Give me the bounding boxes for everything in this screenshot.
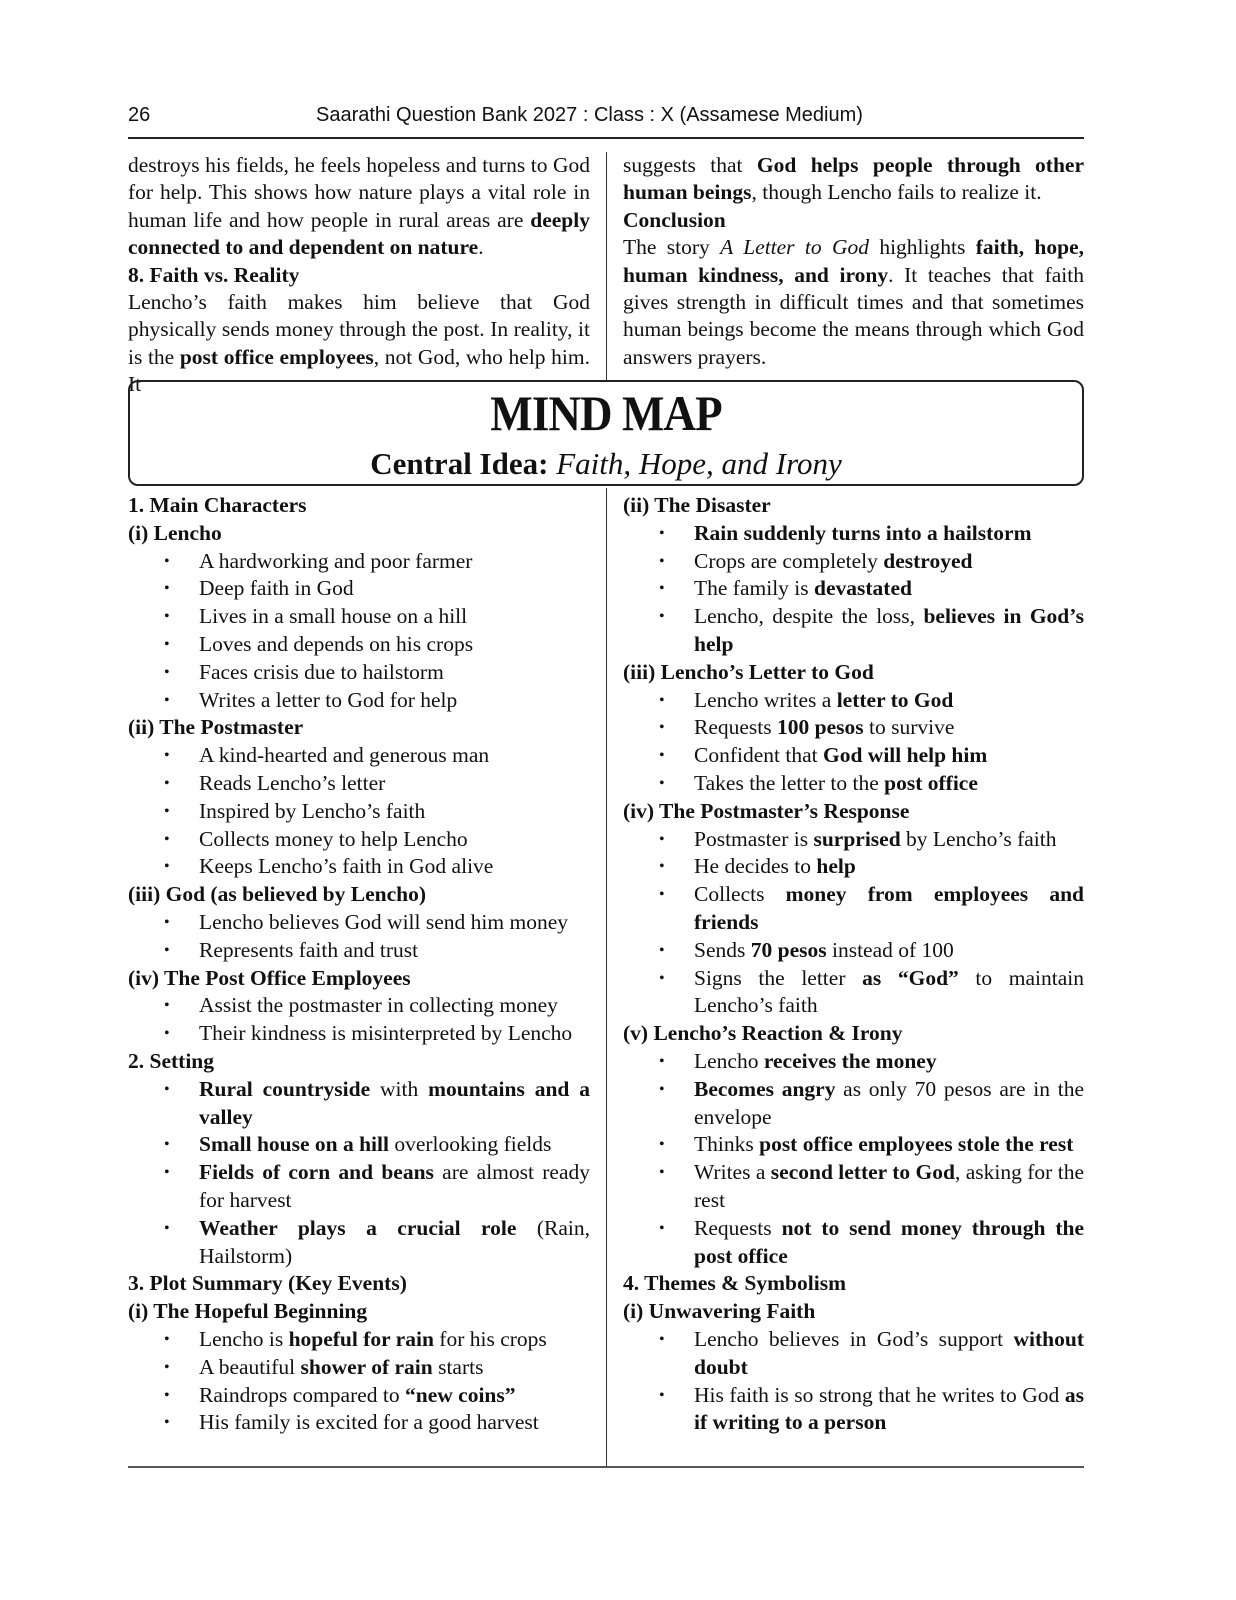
list-item bbox=[128, 603, 590, 631]
text-run: A beautiful bbox=[199, 1354, 301, 1379]
text-run: are almost ready for harvest bbox=[199, 1160, 590, 1212]
bullet-icon: • bbox=[164, 580, 170, 598]
bullet-icon: • bbox=[659, 719, 665, 737]
bold-text: God helps people through other human beings bbox=[623, 153, 1084, 205]
bullet-icon: • bbox=[164, 774, 170, 792]
mind-map-column-divider bbox=[606, 488, 607, 1466]
bullet-icon: • bbox=[164, 691, 170, 709]
text-run: starts bbox=[432, 1354, 484, 1379]
bullet-icon: • bbox=[659, 774, 665, 792]
bullet-icon: • bbox=[659, 580, 665, 598]
bold-text: not to send money through the post office bbox=[694, 1215, 1085, 1268]
text-run: Writes a letter to God for help bbox=[199, 687, 458, 712]
list-item bbox=[623, 548, 1084, 576]
text-run: Keeps Lencho’s faith in God alive bbox=[199, 854, 494, 879]
bullet-icon: • bbox=[164, 1136, 170, 1154]
text-run: to maintain Lencho’s faith bbox=[694, 965, 1084, 1018]
bold-text: Fields of corn and beans bbox=[199, 1160, 434, 1185]
bold-text: without doubt bbox=[694, 1326, 1084, 1379]
list-item bbox=[128, 659, 590, 687]
mind-map-title-box bbox=[128, 380, 1084, 486]
text-run: Lencho writes a bbox=[694, 687, 837, 712]
list-item bbox=[623, 1048, 1084, 1076]
text-run: Lencho, despite the loss, bbox=[694, 604, 924, 629]
bold-text: post office bbox=[884, 770, 978, 795]
subsection-heading: (i) Lencho bbox=[128, 520, 222, 545]
subsection-heading: (iii) God (as believed by Lencho) bbox=[128, 882, 427, 907]
list-item bbox=[128, 937, 590, 965]
section-heading: 2. Setting bbox=[128, 1048, 214, 1073]
text-run: A hardworking and poor farmer bbox=[199, 548, 473, 573]
bullet-list bbox=[128, 1326, 590, 1437]
text-run: Writes a bbox=[694, 1160, 771, 1185]
list-item bbox=[128, 853, 590, 881]
section-heading: 1. Main Characters bbox=[128, 493, 307, 517]
bullet-list bbox=[623, 826, 1084, 1021]
section-heading: 4. Themes & Symbolism bbox=[623, 1271, 846, 1296]
bullet-list bbox=[128, 548, 590, 715]
text-run: Thinks bbox=[694, 1132, 760, 1157]
text-run: . bbox=[478, 235, 484, 260]
bullet-icon: • bbox=[164, 1080, 170, 1098]
bullet-list bbox=[128, 992, 590, 1048]
bullet-icon: • bbox=[659, 858, 665, 876]
bullet-icon: • bbox=[659, 1080, 665, 1098]
bold-text: 70 pesos bbox=[750, 937, 827, 962]
text-run: Represents faith and trust bbox=[199, 937, 419, 962]
text-run: His faith is so strong that he writes to God bbox=[694, 1382, 1065, 1407]
bullet-icon: • bbox=[659, 941, 665, 959]
central-idea bbox=[130, 445, 1082, 483]
bold-text: destroyed bbox=[883, 548, 973, 573]
subsection-heading: (iv) The Postmaster’s Response bbox=[623, 798, 910, 823]
text-run: Lives in a small house on a hill bbox=[199, 604, 468, 629]
bold-text: money from employees and friends bbox=[694, 882, 1084, 934]
text-run: Confident that bbox=[694, 743, 823, 768]
text-run: Lencho believes in God’s support bbox=[694, 1326, 1014, 1351]
bullet-icon: • bbox=[659, 747, 665, 765]
text-run: Collects money to help Lencho bbox=[199, 826, 468, 851]
text-run: highlights bbox=[868, 235, 976, 260]
text-run: Lencho is bbox=[199, 1326, 289, 1351]
bold-text: devastated bbox=[814, 576, 912, 601]
bullet-icon: • bbox=[164, 1219, 170, 1237]
bullet-list bbox=[128, 909, 590, 965]
mind-map-title: MIND MAP bbox=[490, 385, 722, 441]
list-item bbox=[128, 1382, 590, 1410]
list-item bbox=[128, 687, 590, 715]
text-run: A kind-hearted and generous man bbox=[199, 743, 490, 768]
text-run: Requests bbox=[694, 715, 778, 740]
bullet-icon: • bbox=[164, 830, 170, 848]
list-item bbox=[128, 575, 590, 603]
text-run: Lencho believes God will send him money bbox=[199, 909, 569, 934]
book-title: Saarathi Question Bank 2027 : Class : X (Assamese Medium) bbox=[316, 104, 863, 126]
bullet-icon: • bbox=[659, 691, 665, 709]
bold-text: “new coins” bbox=[405, 1382, 516, 1407]
bullet-list bbox=[623, 1326, 1084, 1437]
subsection-heading: (iv) The Post Office Employees bbox=[128, 965, 411, 990]
text-run: for his crops bbox=[433, 1326, 547, 1351]
section-heading: Conclusion bbox=[623, 207, 726, 232]
text-run: The family is bbox=[694, 576, 815, 601]
text-run: Raindrops compared to bbox=[199, 1382, 405, 1407]
text-run: , asking for the rest bbox=[694, 1160, 1084, 1212]
bullet-list bbox=[128, 742, 590, 881]
list-item bbox=[623, 1076, 1084, 1132]
subsection-heading: (v) Lencho’s Reaction & Irony bbox=[623, 1021, 903, 1046]
bullet-list bbox=[623, 1048, 1084, 1270]
text-run: instead of 100 bbox=[826, 937, 954, 962]
text-run: Inspired by Lencho’s faith bbox=[199, 798, 426, 823]
bold-text: as if writing to a person bbox=[694, 1382, 1084, 1435]
text-run: to survive bbox=[863, 715, 955, 740]
list-item bbox=[623, 937, 1084, 965]
text-run: Sends bbox=[694, 937, 751, 962]
text-run: Deep faith in God bbox=[199, 576, 354, 601]
list-item bbox=[623, 575, 1084, 603]
subsection-heading: (ii) The Postmaster bbox=[128, 715, 304, 740]
list-item bbox=[623, 520, 1084, 548]
footer-divider bbox=[128, 1466, 1084, 1468]
bullet-icon: • bbox=[164, 1386, 170, 1404]
list-item bbox=[128, 992, 590, 1020]
bullet-icon: • bbox=[659, 524, 665, 542]
bold-text: as “God” bbox=[862, 965, 959, 990]
header-divider bbox=[128, 137, 1084, 139]
list-item bbox=[128, 1020, 590, 1048]
text-run: Postmaster is bbox=[694, 826, 814, 851]
italic-text: A Letter to God bbox=[720, 235, 869, 260]
bold-text: God will help him bbox=[822, 743, 988, 768]
list-item bbox=[623, 1215, 1084, 1271]
bullet-icon: • bbox=[659, 1136, 665, 1154]
bold-text: receives the money bbox=[763, 1048, 937, 1073]
list-item bbox=[623, 881, 1084, 937]
paragraph bbox=[128, 152, 590, 262]
bullet-icon: • bbox=[659, 1386, 665, 1404]
bold-text: Rain suddenly turns into a hailstorm bbox=[694, 520, 1032, 545]
section-heading: 3. Plot Summary (Key Events) bbox=[128, 1271, 407, 1296]
text-run: Reads Lencho’s letter bbox=[199, 770, 386, 795]
list-item bbox=[128, 1354, 590, 1382]
bullet-icon: • bbox=[164, 802, 170, 820]
text-run: destroys his fields, he feels hopeless and turns to God for help. This shows how nature plays a vital role in human life and how people in rural areas are bbox=[128, 153, 590, 232]
bold-text: Becomes angry bbox=[694, 1076, 836, 1101]
paragraph bbox=[623, 234, 1084, 371]
bullet-icon: • bbox=[164, 663, 170, 681]
list-item bbox=[128, 1131, 590, 1159]
bullet-list bbox=[623, 520, 1084, 659]
bold-text: post office employees stole the rest bbox=[759, 1132, 1074, 1157]
text-run: with bbox=[370, 1076, 429, 1101]
bold-text: shower of rain bbox=[300, 1354, 433, 1379]
list-item bbox=[623, 714, 1084, 742]
bullet-icon: • bbox=[164, 608, 170, 626]
list-item bbox=[623, 742, 1084, 770]
text-run: Collects bbox=[694, 882, 786, 907]
bullet-icon: • bbox=[659, 608, 665, 626]
bullet-icon: • bbox=[659, 969, 665, 987]
text-run: Their kindness is misinterpreted by Lencho bbox=[199, 1021, 573, 1046]
subsection-heading: (iii) Lencho’s Letter to God bbox=[623, 659, 874, 684]
text-run: . It teaches that faith gives strength in difficult times and that sometimes human beings become the means through which God answers prayers. bbox=[623, 262, 1084, 369]
top-left-column bbox=[128, 152, 590, 399]
bold-text: Rural countryside bbox=[199, 1076, 371, 1101]
bullet-icon: • bbox=[164, 1330, 170, 1348]
bullet-icon: • bbox=[164, 1358, 170, 1376]
text-run: Loves and depends on his crops bbox=[199, 631, 474, 656]
bullet-icon: • bbox=[164, 913, 170, 931]
list-item bbox=[128, 770, 590, 798]
section-heading: 8. Faith vs. Reality bbox=[128, 262, 300, 287]
list-item bbox=[623, 770, 1084, 798]
list-item bbox=[128, 1215, 590, 1271]
text-run: Assist the postmaster in collecting money bbox=[199, 993, 558, 1018]
mind-map-left-column bbox=[128, 492, 590, 1437]
central-idea-label: Central Idea: bbox=[370, 446, 549, 481]
bullet-icon: • bbox=[164, 747, 170, 765]
text-run: Requests bbox=[694, 1215, 782, 1240]
bullet-icon: • bbox=[164, 941, 170, 959]
list-item bbox=[623, 1159, 1084, 1215]
bold-text: post office employees bbox=[179, 344, 374, 369]
list-item bbox=[623, 603, 1084, 659]
text-run: (Rain, Hailstorm) bbox=[199, 1215, 590, 1268]
list-item bbox=[128, 798, 590, 826]
text-run: by Lencho’s faith bbox=[900, 826, 1057, 851]
bullet-icon: • bbox=[659, 830, 665, 848]
list-item bbox=[128, 1326, 590, 1354]
text-run: His family is excited for a good harvest bbox=[199, 1410, 539, 1435]
text-run: Takes the letter to the bbox=[694, 770, 885, 795]
text-run: , though Lencho fails to realize it. bbox=[751, 180, 1042, 205]
bullet-icon: • bbox=[164, 552, 170, 570]
bold-text: Small house on a hill bbox=[199, 1132, 389, 1157]
subsection-heading: (i) Unwavering Faith bbox=[623, 1299, 816, 1324]
page-header bbox=[128, 104, 1084, 136]
list-item bbox=[128, 631, 590, 659]
bullet-icon: • bbox=[659, 886, 665, 904]
bullet-icon: • bbox=[164, 1025, 170, 1043]
top-right-column bbox=[623, 152, 1084, 371]
bullet-icon: • bbox=[659, 1164, 665, 1182]
bullet-icon: • bbox=[164, 1414, 170, 1432]
text-run: He decides to bbox=[694, 854, 817, 879]
bullet-list bbox=[128, 1076, 590, 1271]
list-item bbox=[623, 965, 1084, 1021]
text-run: Lencho’s faith makes him believe that God physically sends money through the post. In reality, it is the bbox=[128, 290, 590, 369]
text-run: Crops are completely bbox=[694, 548, 884, 573]
bullet-icon: • bbox=[659, 552, 665, 570]
bold-text: Weather plays a crucial role bbox=[199, 1215, 517, 1240]
paragraph bbox=[623, 152, 1084, 207]
bold-text: help bbox=[816, 854, 856, 879]
page-number: 26 bbox=[128, 104, 151, 126]
list-item bbox=[623, 1382, 1084, 1438]
bullet-icon: • bbox=[164, 858, 170, 876]
list-item bbox=[128, 826, 590, 854]
list-item bbox=[623, 853, 1084, 881]
central-idea-text: Faith, Hope, and Irony bbox=[556, 446, 842, 481]
text-run: The story bbox=[623, 235, 721, 260]
list-item bbox=[623, 826, 1084, 854]
bullet-icon: • bbox=[164, 635, 170, 653]
text-run: Faces crisis due to hailstorm bbox=[199, 659, 444, 684]
bold-text: hopeful for rain bbox=[288, 1326, 434, 1351]
text-run: , not God, who help him. It bbox=[128, 344, 590, 397]
bold-text: surprised bbox=[813, 826, 901, 851]
text-run: Lencho bbox=[694, 1048, 764, 1073]
bold-text: 100 pesos bbox=[777, 715, 864, 740]
bullet-icon: • bbox=[164, 997, 170, 1015]
list-item bbox=[128, 909, 590, 937]
bullet-icon: • bbox=[659, 1052, 665, 1070]
text-run: as only 70 pesos are in the envelope bbox=[694, 1076, 1084, 1129]
bold-text: letter to God bbox=[836, 687, 954, 712]
list-item bbox=[623, 687, 1084, 715]
list-item bbox=[128, 1409, 590, 1437]
text-run: Signs the letter bbox=[694, 965, 863, 990]
subsection-heading: (ii) The Disaster bbox=[623, 493, 771, 517]
bold-text: deeply connected to and dependent on nature bbox=[128, 207, 590, 260]
bullet-icon: • bbox=[659, 1219, 665, 1237]
mind-map-right-column bbox=[623, 492, 1084, 1437]
list-item bbox=[623, 1131, 1084, 1159]
subsection-heading: (i) The Hopeful Beginning bbox=[128, 1299, 368, 1324]
text-run: suggests that bbox=[623, 153, 757, 177]
top-text-section bbox=[128, 152, 1084, 397]
bold-text: second letter to God bbox=[770, 1160, 955, 1185]
bullet-icon: • bbox=[659, 1330, 665, 1348]
list-item bbox=[128, 548, 590, 576]
list-item bbox=[128, 742, 590, 770]
list-item bbox=[128, 1159, 590, 1215]
text-run: overlooking fields bbox=[388, 1132, 552, 1157]
bold-text: believes in God’s help bbox=[694, 604, 1084, 656]
bullet-list bbox=[623, 687, 1084, 798]
bold-text: mountains and a valley bbox=[199, 1076, 590, 1129]
bullet-icon: • bbox=[164, 1164, 170, 1182]
list-item bbox=[623, 1326, 1084, 1382]
bold-text: faith, hope, human kindness, and irony bbox=[623, 235, 1084, 287]
list-item bbox=[128, 1076, 590, 1132]
